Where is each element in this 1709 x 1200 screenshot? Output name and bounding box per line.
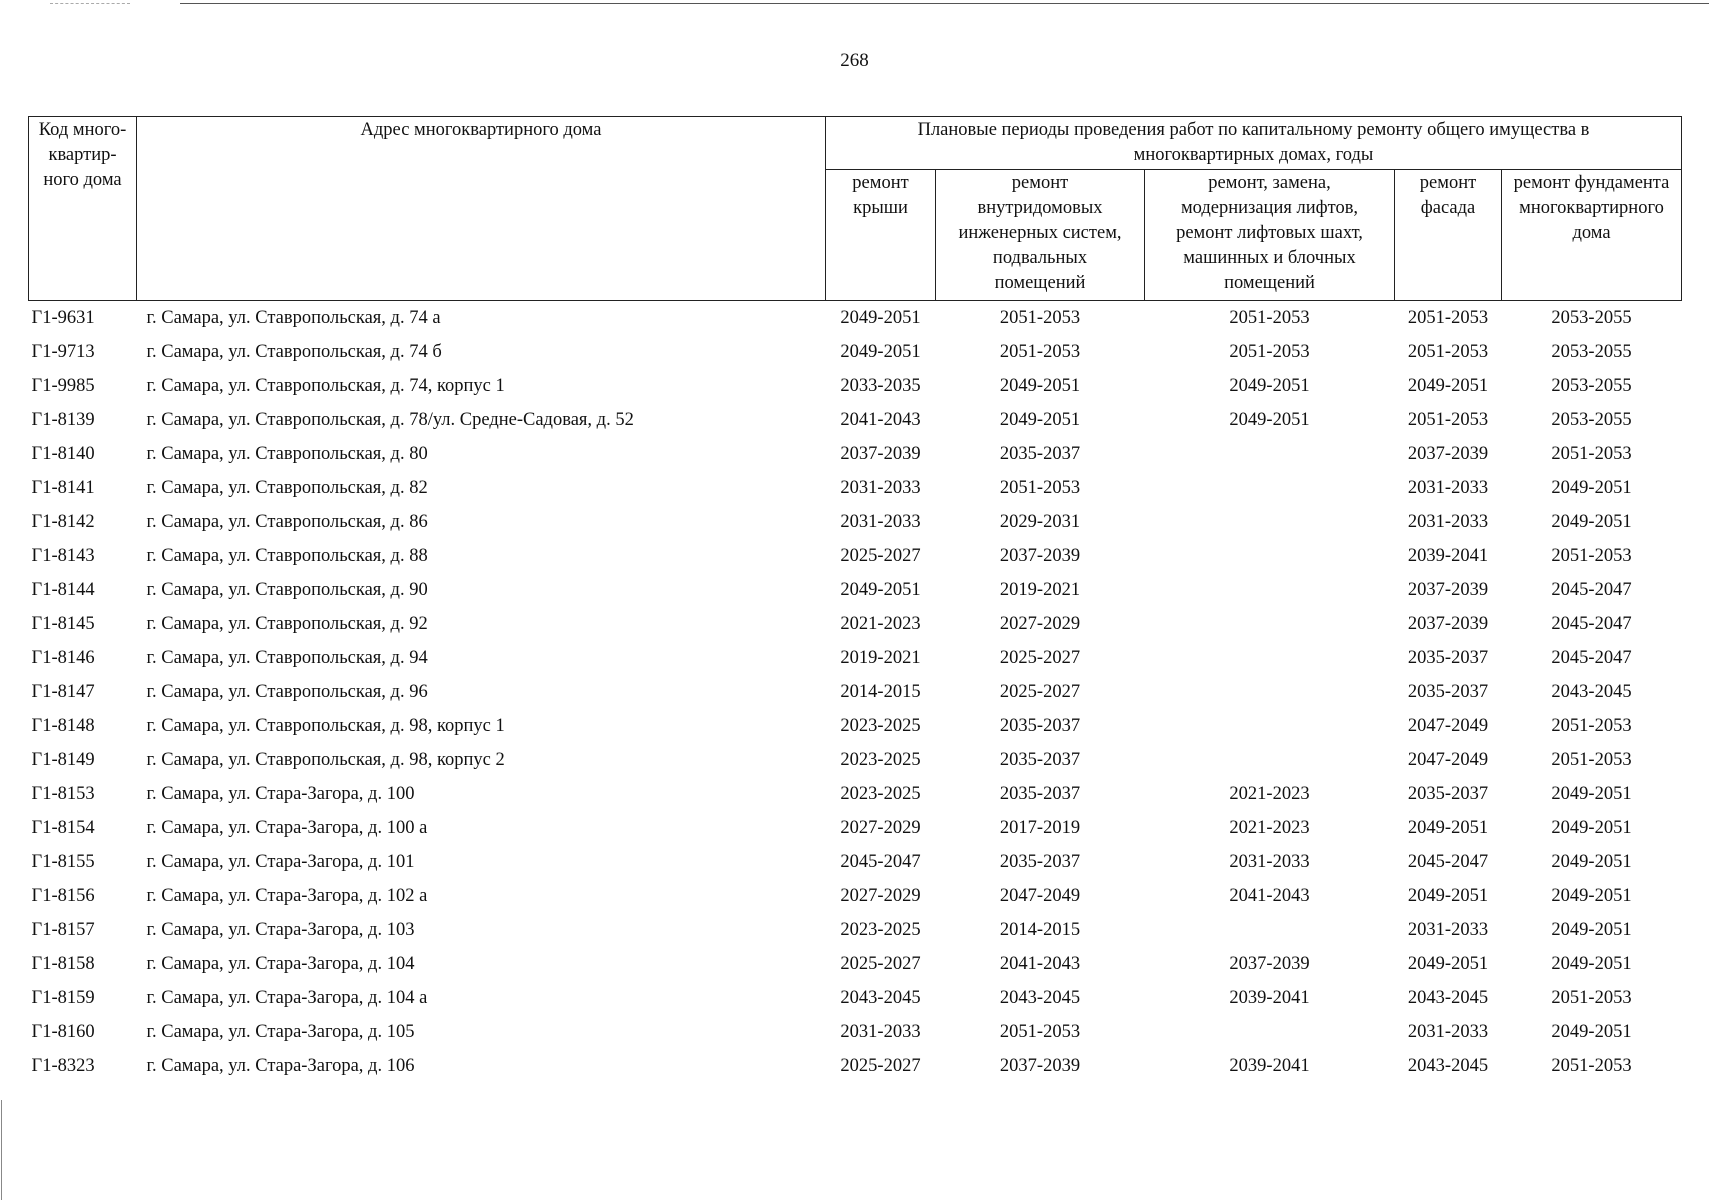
house-code-cell: Г1-8141 — [31, 478, 95, 498]
house-code-cell: Г1-8148 — [31, 716, 95, 736]
roof-period-cell: 2041-2043 — [840, 410, 921, 430]
address-cell: г. Самара, ул. Стара-Загора, д. 102 а — [146, 886, 428, 906]
roof-period-cell: 2025-2027 — [840, 546, 921, 566]
foundation-period-cell: 2053-2055 — [1551, 308, 1632, 328]
systems-period-cell: 2035-2037 — [999, 750, 1081, 770]
address-cell: г. Самара, ул. Ставропольская, д. 74 б — [146, 342, 442, 362]
scan-edge-mark — [1, 1100, 2, 1200]
roof-period-cell: 2049-2051 — [840, 308, 921, 328]
lifts-period-cell — [1145, 641, 1395, 675]
foundation-period-cell: 2051-2053 — [1551, 1056, 1632, 1076]
table-row — [29, 505, 1682, 539]
foundation-period-cell: 2049-2051 — [1551, 852, 1632, 872]
foundation-period-cell: 2049-2051 — [1551, 920, 1632, 940]
facade-period-cell: 2037-2039 — [1407, 444, 1489, 464]
facade-period-cell: 2045-2047 — [1407, 852, 1489, 872]
table-body — [29, 301, 1682, 1084]
table-row — [29, 709, 1682, 743]
lifts-period-cell: 2037-2039 — [1229, 954, 1310, 974]
roof-period-cell: 2025-2027 — [840, 954, 921, 974]
roof-period-cell: 2045-2047 — [840, 852, 921, 872]
facade-period-cell: 2035-2037 — [1407, 784, 1489, 804]
house-code-cell: Г1-8154 — [31, 818, 95, 838]
scan-edge-rule — [180, 3, 1709, 4]
table-row — [29, 437, 1682, 471]
page-number: 268 — [840, 50, 869, 71]
house-code-cell: Г1-9985 — [31, 376, 95, 396]
address-cell: г. Самара, ул. Ставропольская, д. 90 — [146, 580, 428, 600]
systems-period-cell: 2047-2049 — [999, 886, 1081, 906]
lifts-period-cell — [1145, 675, 1395, 709]
table-row — [29, 947, 1682, 981]
address-cell: г. Самара, ул. Стара-Загора, д. 104 — [146, 954, 415, 974]
foundation-period-cell: 2053-2055 — [1551, 376, 1632, 396]
facade-period-cell: 2037-2039 — [1407, 580, 1489, 600]
address-cell: г. Самара, ул. Ставропольская, д. 74 а — [146, 308, 441, 328]
address-cell: г. Самара, ул. Ставропольская, д. 78/ул. Средне-Садовая, д. 52 — [146, 410, 634, 430]
house-code-cell: Г1-8147 — [31, 682, 95, 702]
address-cell: г. Самара, ул. Стара-Загора, д. 101 — [146, 852, 415, 872]
lifts-period-cell: 2039-2041 — [1229, 1056, 1310, 1076]
systems-period-cell: 2049-2051 — [999, 376, 1081, 396]
foundation-period-cell: 2049-2051 — [1551, 478, 1632, 498]
scan-edge-dash — [50, 3, 130, 4]
address-cell: г. Самара, ул. Ставропольская, д. 98, корпус 2 — [146, 750, 505, 770]
lifts-period-cell — [1145, 709, 1395, 743]
house-code-cell: Г1-8139 — [31, 410, 95, 430]
lifts-period-cell — [1145, 1015, 1395, 1049]
house-code-cell: Г1-8158 — [31, 954, 95, 974]
house-code-cell: Г1-8157 — [31, 920, 95, 940]
facade-period-cell: 2035-2037 — [1407, 648, 1489, 668]
facade-period-cell: 2031-2033 — [1407, 920, 1489, 940]
facade-period-cell: 2031-2033 — [1407, 512, 1489, 532]
foundation-period-cell: 2049-2051 — [1551, 1022, 1632, 1042]
facade-period-cell: 2047-2049 — [1407, 716, 1489, 736]
systems-period-cell: 2041-2043 — [999, 954, 1081, 974]
address-cell: г. Самара, ул. Ставропольская, д. 86 — [146, 512, 428, 532]
lifts-period-cell: 2051-2053 — [1229, 342, 1310, 362]
address-cell: г. Самара, ул. Стара-Загора, д. 103 — [146, 920, 415, 940]
address-cell: г. Самара, ул. Ставропольская, д. 98, корпус 1 — [146, 716, 505, 736]
roof-period-cell: 2023-2025 — [840, 750, 921, 770]
house-code-cell: Г1-8153 — [31, 784, 95, 804]
house-code-cell: Г1-8159 — [31, 988, 95, 1008]
lifts-period-cell — [1145, 505, 1395, 539]
lifts-period-cell: 2021-2023 — [1229, 784, 1310, 804]
roof-period-cell: 2023-2025 — [840, 784, 921, 804]
lifts-period-cell: 2039-2041 — [1229, 988, 1310, 1008]
foundation-period-cell: 2049-2051 — [1551, 886, 1632, 906]
house-code-cell: Г1-8323 — [31, 1056, 95, 1076]
table-row — [29, 573, 1682, 607]
header-foundation-repair: ремонт фундамента многоквартирного дома — [1502, 169, 1682, 300]
facade-period-cell: 2049-2051 — [1407, 886, 1489, 906]
house-code-cell: Г1-8146 — [31, 648, 95, 668]
roof-period-cell: 2031-2033 — [840, 478, 921, 498]
foundation-period-cell: 2051-2053 — [1551, 750, 1632, 770]
table-row — [29, 1015, 1682, 1049]
roof-period-cell: 2021-2023 — [840, 614, 921, 634]
lifts-period-cell — [1145, 743, 1395, 777]
house-code-cell: Г1-8145 — [31, 614, 95, 634]
header-facade-repair: ремонт фасада — [1395, 169, 1502, 300]
lifts-period-cell: 2051-2053 — [1229, 308, 1310, 328]
header-house-code: Код много- квартир- ного дома — [29, 117, 137, 301]
roof-period-cell: 2023-2025 — [840, 716, 921, 736]
table-row — [29, 743, 1682, 777]
facade-period-cell: 2049-2051 — [1407, 376, 1489, 396]
address-cell: г. Самара, ул. Ставропольская, д. 80 — [146, 444, 428, 464]
facade-period-cell: 2051-2053 — [1407, 342, 1489, 362]
address-cell: г. Самара, ул. Стара-Загора, д. 100 а — [146, 818, 428, 838]
systems-period-cell: 2035-2037 — [999, 852, 1081, 872]
house-code-cell: Г1-8144 — [31, 580, 95, 600]
foundation-period-cell: 2045-2047 — [1551, 648, 1632, 668]
foundation-period-cell: 2051-2053 — [1551, 716, 1632, 736]
table-row — [29, 335, 1682, 369]
systems-period-cell: 2051-2053 — [999, 1022, 1081, 1042]
table-row — [29, 981, 1682, 1015]
table-row — [29, 641, 1682, 675]
facade-period-cell: 2047-2049 — [1407, 750, 1489, 770]
facade-period-cell: 2049-2051 — [1407, 818, 1489, 838]
facade-period-cell: 2043-2045 — [1407, 988, 1489, 1008]
table-row — [29, 301, 1682, 336]
facade-period-cell: 2043-2045 — [1407, 1056, 1489, 1076]
foundation-period-cell: 2051-2053 — [1551, 546, 1632, 566]
foundation-period-cell: 2049-2051 — [1551, 954, 1632, 974]
systems-period-cell: 2025-2027 — [999, 682, 1081, 702]
roof-period-cell: 2027-2029 — [840, 818, 921, 838]
table-row — [29, 369, 1682, 403]
roof-period-cell: 2049-2051 — [840, 580, 921, 600]
header-engineering-systems-repair: ремонт внутридомовых инженерных систем, подвальных помещений — [936, 169, 1145, 300]
house-code-cell: Г1-8160 — [31, 1022, 95, 1042]
lifts-period-cell: 2041-2043 — [1229, 886, 1310, 906]
roof-period-cell: 2019-2021 — [840, 648, 921, 668]
lifts-period-cell: 2031-2033 — [1229, 852, 1310, 872]
systems-period-cell: 2051-2053 — [999, 478, 1081, 498]
systems-period-cell: 2025-2027 — [999, 648, 1081, 668]
roof-period-cell: 2031-2033 — [840, 512, 921, 532]
table-row — [29, 1049, 1682, 1083]
systems-period-cell: 2027-2029 — [999, 614, 1081, 634]
house-code-cell: Г1-8142 — [31, 512, 95, 532]
foundation-period-cell: 2049-2051 — [1551, 818, 1632, 838]
lifts-period-cell — [1145, 573, 1395, 607]
foundation-period-cell: 2049-2051 — [1551, 512, 1632, 532]
facade-period-cell: 2051-2053 — [1407, 410, 1489, 430]
table-row — [29, 879, 1682, 913]
table-row — [29, 675, 1682, 709]
facade-period-cell: 2031-2033 — [1407, 478, 1489, 498]
address-cell: г. Самара, ул. Стара-Загора, д. 106 — [146, 1056, 415, 1076]
house-code-cell: Г1-8156 — [31, 886, 95, 906]
house-code-cell: Г1-8149 — [31, 750, 95, 770]
foundation-period-cell: 2043-2045 — [1551, 682, 1632, 702]
lifts-period-cell: 2049-2051 — [1229, 410, 1310, 430]
address-cell: г. Самара, ул. Ставропольская, д. 94 — [146, 648, 428, 668]
systems-period-cell: 2017-2019 — [999, 818, 1081, 838]
header-address: Адрес многоквартирного дома — [137, 117, 826, 301]
address-cell: г. Самара, ул. Ставропольская, д. 96 — [146, 682, 428, 702]
header-planned-periods: Плановые периоды проведения работ по капитальному ремонту общего имущества в многоквартирных домах, годы — [826, 117, 1682, 170]
roof-period-cell: 2049-2051 — [840, 342, 921, 362]
foundation-period-cell: 2045-2047 — [1551, 580, 1632, 600]
table-row — [29, 607, 1682, 641]
facade-period-cell: 2031-2033 — [1407, 1022, 1489, 1042]
address-cell: г. Самара, ул. Ставропольская, д. 88 — [146, 546, 428, 566]
lifts-period-cell — [1145, 913, 1395, 947]
address-cell: г. Самара, ул. Ставропольская, д. 74, корпус 1 — [146, 376, 505, 396]
foundation-period-cell: 2045-2047 — [1551, 614, 1632, 634]
facade-period-cell: 2037-2039 — [1407, 614, 1489, 634]
facade-period-cell: 2049-2051 — [1407, 954, 1489, 974]
table-row — [29, 777, 1682, 811]
foundation-period-cell: 2051-2053 — [1551, 988, 1632, 1008]
address-cell: г. Самара, ул. Стара-Загора, д. 104 а — [146, 988, 428, 1008]
systems-period-cell: 2035-2037 — [999, 716, 1081, 736]
systems-period-cell: 2035-2037 — [999, 444, 1081, 464]
roof-period-cell: 2023-2025 — [840, 920, 921, 940]
foundation-period-cell: 2051-2053 — [1551, 444, 1632, 464]
roof-period-cell: 2027-2029 — [840, 886, 921, 906]
systems-period-cell: 2037-2039 — [999, 546, 1081, 566]
roof-period-cell: 2043-2045 — [840, 988, 921, 1008]
lifts-period-cell — [1145, 471, 1395, 505]
foundation-period-cell: 2049-2051 — [1551, 784, 1632, 804]
foundation-period-cell: 2053-2055 — [1551, 410, 1632, 430]
systems-period-cell: 2019-2021 — [999, 580, 1081, 600]
header-roof-repair: ремонт крыши — [826, 169, 936, 300]
facade-period-cell: 2051-2053 — [1407, 308, 1489, 328]
roof-period-cell: 2031-2033 — [840, 1022, 921, 1042]
systems-period-cell: 2051-2053 — [999, 308, 1081, 328]
address-cell: г. Самара, ул. Стара-Загора, д. 105 — [146, 1022, 415, 1042]
house-code-cell: Г1-8140 — [31, 444, 95, 464]
lifts-period-cell — [1145, 539, 1395, 573]
systems-period-cell: 2051-2053 — [999, 342, 1081, 362]
table-row — [29, 403, 1682, 437]
systems-period-cell: 2014-2015 — [999, 920, 1081, 940]
address-cell: г. Самара, ул. Ставропольская, д. 92 — [146, 614, 428, 634]
table-row — [29, 471, 1682, 505]
address-cell: г. Самара, ул. Ставропольская, д. 82 — [146, 478, 428, 498]
systems-period-cell: 2049-2051 — [999, 410, 1081, 430]
roof-period-cell: 2037-2039 — [840, 444, 921, 464]
roof-period-cell: 2025-2027 — [840, 1056, 921, 1076]
table-row — [29, 845, 1682, 879]
systems-period-cell: 2037-2039 — [999, 1056, 1081, 1076]
address-cell: г. Самара, ул. Стара-Загора, д. 100 — [146, 784, 415, 804]
facade-period-cell: 2039-2041 — [1407, 546, 1489, 566]
lifts-period-cell: 2021-2023 — [1229, 818, 1310, 838]
systems-period-cell: 2029-2031 — [999, 512, 1081, 532]
foundation-period-cell: 2053-2055 — [1551, 342, 1632, 362]
systems-period-cell: 2035-2037 — [999, 784, 1081, 804]
roof-period-cell: 2014-2015 — [840, 682, 921, 702]
roof-period-cell: 2033-2035 — [840, 376, 921, 396]
lifts-period-cell — [1145, 607, 1395, 641]
facade-period-cell: 2035-2037 — [1407, 682, 1489, 702]
table-row — [29, 539, 1682, 573]
house-code-cell: Г1-8143 — [31, 546, 95, 566]
lifts-period-cell: 2049-2051 — [1229, 376, 1310, 396]
house-code-cell: Г1-8155 — [31, 852, 95, 872]
table-row — [29, 811, 1682, 845]
systems-period-cell: 2043-2045 — [999, 988, 1081, 1008]
house-code-cell: Г1-9713 — [31, 342, 95, 362]
house-code-cell: Г1-9631 — [31, 308, 95, 328]
capital-repair-schedule-table — [28, 116, 1682, 1083]
header-lifts-repair: ремонт, замена, модернизация лифтов, ремонт лифтовых шахт, машинных и блочных помещений — [1145, 169, 1395, 300]
lifts-period-cell — [1145, 437, 1395, 471]
table-row — [29, 913, 1682, 947]
